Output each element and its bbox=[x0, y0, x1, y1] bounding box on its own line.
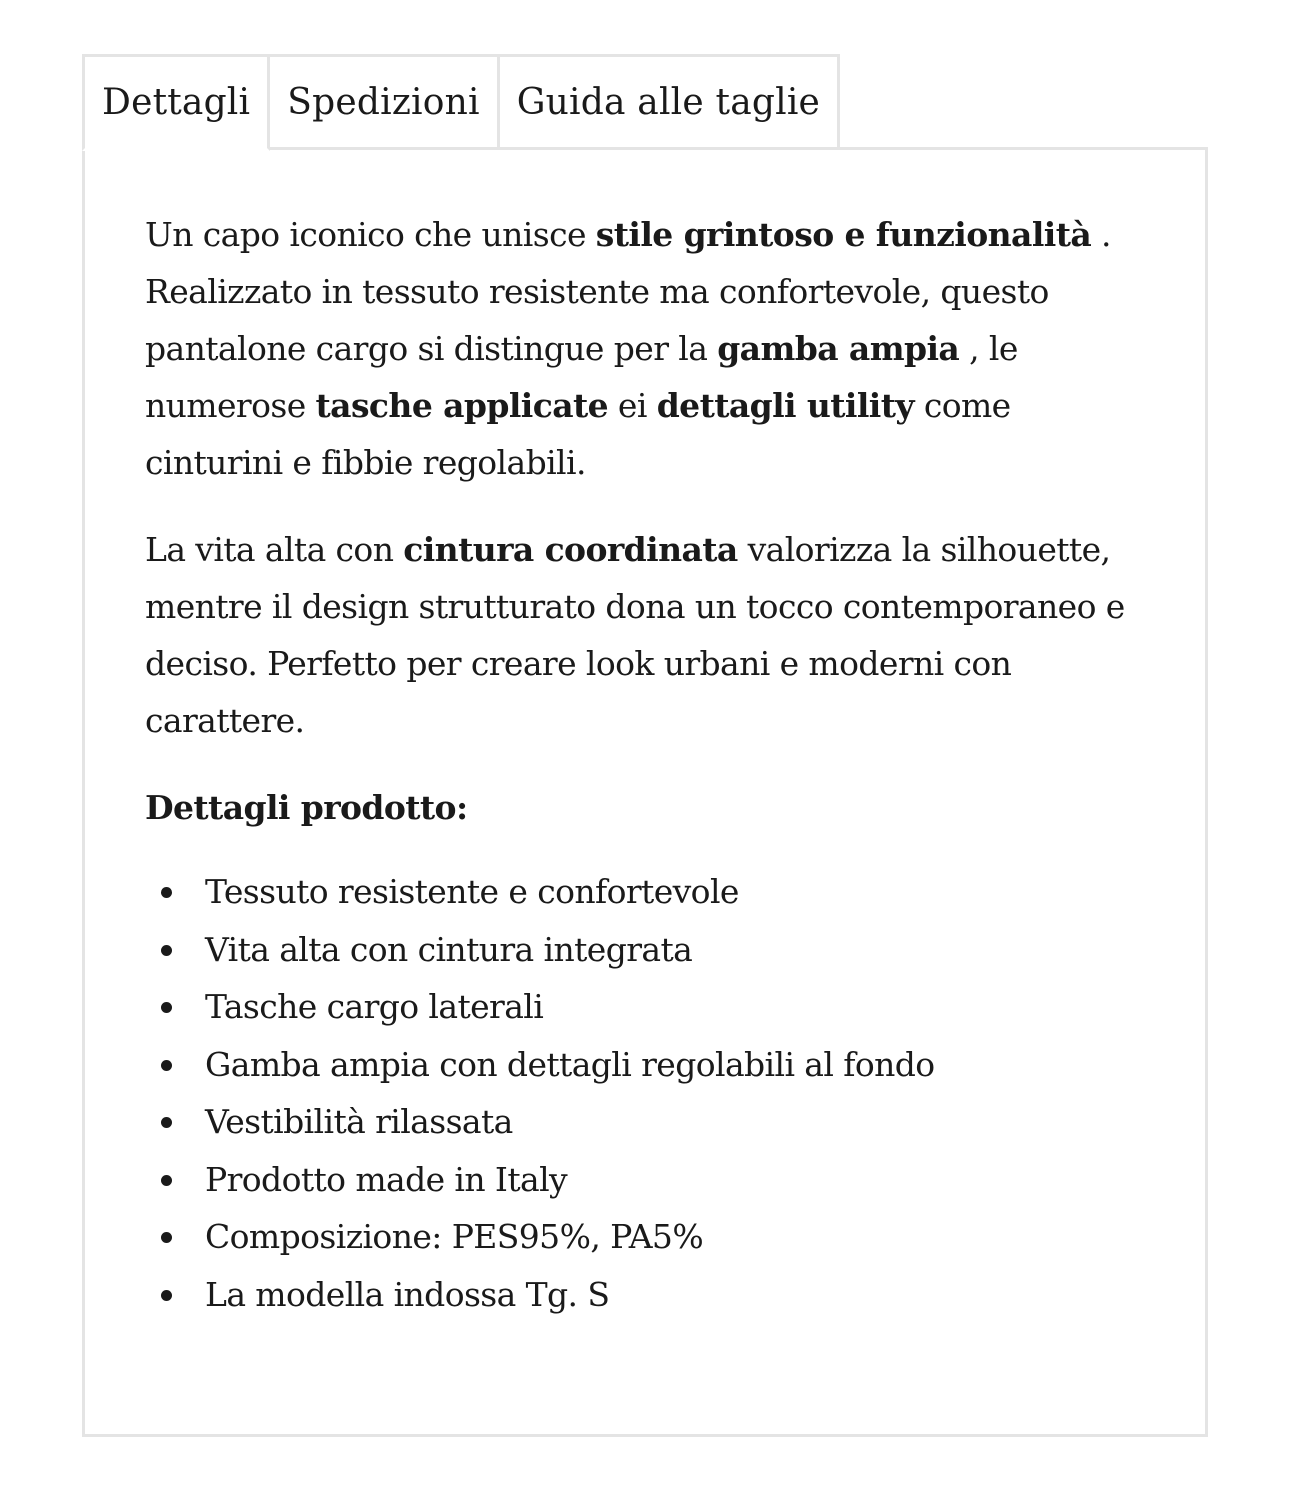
product-info-tabs bbox=[82, 54, 1208, 1314]
highlight-text: tasche applicate bbox=[315, 386, 609, 425]
list-item-text: La modella indossa Tg. S bbox=[205, 1274, 610, 1314]
list-item bbox=[145, 921, 1145, 979]
list-item bbox=[145, 1036, 1145, 1094]
text-run: ei bbox=[608, 386, 657, 425]
text-run: , le numerose bbox=[145, 329, 1018, 425]
tab-guida-alle-taglie[interactable]: Guida alle taglie bbox=[500, 54, 840, 150]
highlight-text: gamba ampia bbox=[717, 329, 960, 368]
product-details-heading: Dettagli prodotto: bbox=[145, 788, 468, 827]
text-run: valorizza la silhouette, mentre il design strutturato dona un tocco contemporaneo e deciso. Perfetto per creare look urbani e moderni con carattere. bbox=[145, 530, 1125, 740]
bullet-icon bbox=[161, 887, 172, 898]
list-item bbox=[145, 1266, 1145, 1324]
bullet-icon bbox=[161, 1290, 172, 1301]
bullet-icon bbox=[161, 945, 172, 956]
product-features-list bbox=[145, 863, 1145, 1323]
list-item-text: Gamba ampia con dettagli regolabili al fondo bbox=[205, 1044, 935, 1084]
description-paragraph-2 bbox=[145, 521, 1145, 749]
list-item-text: Vita alta con cintura integrata bbox=[205, 929, 693, 969]
list-item-text: Prodotto made in Italy bbox=[205, 1159, 568, 1199]
bullet-icon bbox=[161, 1175, 172, 1186]
list-item bbox=[145, 978, 1145, 1036]
list-item-text: Vestibilità rilassata bbox=[205, 1102, 513, 1141]
bullet-icon bbox=[161, 1002, 172, 1013]
tab-dettagli[interactable]: Dettagli bbox=[82, 54, 270, 151]
text-run: Un capo iconico che unisce bbox=[145, 215, 596, 254]
text-run: come cinturini e fibbie regolabili. bbox=[145, 386, 1011, 482]
tab-bar bbox=[82, 54, 1208, 150]
tab-panel-dettagli bbox=[82, 147, 1208, 1437]
highlight-text: stile grintoso e funzionalità bbox=[595, 215, 1092, 254]
list-item bbox=[145, 1208, 1145, 1266]
bullet-icon bbox=[161, 1060, 172, 1071]
tab-spedizioni[interactable]: Spedizioni bbox=[270, 54, 499, 150]
text-run: . Realizzato in tessuto resistente ma confortevole, questo pantalone cargo si distingue per la bbox=[145, 215, 1111, 368]
list-item-text: Tessuto resistente e confortevole bbox=[205, 872, 739, 911]
highlight-text: cintura coordinata bbox=[403, 530, 738, 569]
list-item bbox=[145, 1151, 1145, 1209]
bullet-icon bbox=[161, 1232, 172, 1243]
description-paragraph-1 bbox=[145, 206, 1145, 491]
bullet-icon bbox=[161, 1117, 172, 1128]
highlight-text: dettagli utility bbox=[656, 386, 914, 425]
list-item bbox=[145, 863, 1145, 921]
list-item bbox=[145, 1093, 1145, 1151]
text-run: La vita alta con bbox=[145, 530, 404, 569]
list-item-text: Composizione: PES95%, PA5% bbox=[205, 1217, 704, 1256]
list-item-text: Tasche cargo laterali bbox=[205, 987, 544, 1026]
